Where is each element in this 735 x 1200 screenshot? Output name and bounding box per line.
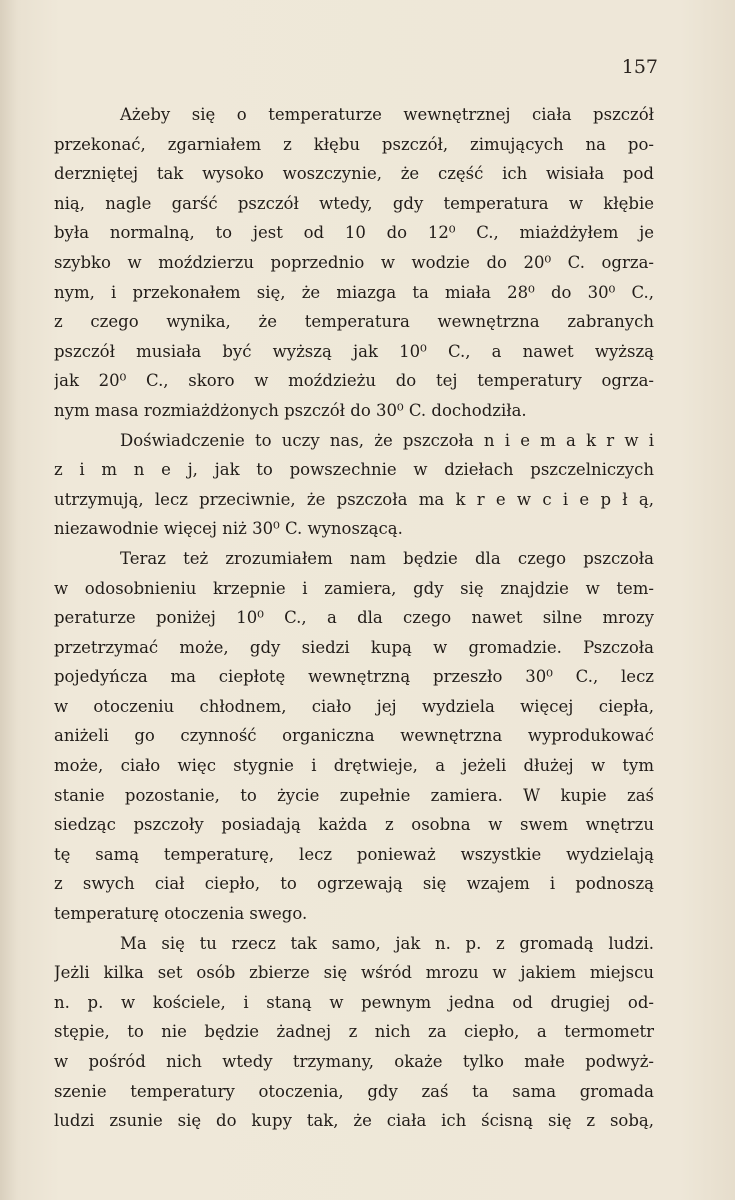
text-line: n. p. w kościele, i staną w pewnym jedna od drugiej od- [54,992,654,1012]
text-line: Teraz też zrozumiałem nam będzie dla czego pszczoła [120,548,654,568]
text-line: przetrzymać może, gdy siedzi kupą w gromadzie. Pszczoła [54,637,654,657]
paragraph-1 [54,100,654,426]
paragraph-3 [54,544,654,929]
text-line: może, ciało więc stygnie i drętwieje, a jeżeli dłużej w tym [54,756,654,776]
text-line: Jeżli kilka set osób zbierze się wśród mrozu w jakiem miejscu [54,963,654,983]
text-line: z i m n e j, jak to powszechnie w dziełach pszczelniczych [54,460,654,480]
text-line: temperaturę otoczenia swego. [54,904,308,924]
text-line: tę samą temperaturę, lecz ponieważ wszystkie wydzielają [54,844,654,864]
text-line: była normalną, to jest od 10 do 12⁰ C., miażdżyłem je [54,223,654,243]
text-line: nią, nagle garść pszczół wtedy, gdy temperatura w kłębie [54,193,654,213]
text-line: nym, i przekonałem się, że miazga ta miała 28⁰ do 30⁰ C., [54,282,654,302]
text-line: stępie, to nie będzie żadnej z nich za ciepło, a termometr [54,1022,654,1042]
text-line: Doświadczenie to uczy nas, że pszczoła n i e m a k r w i [120,430,654,450]
paragraph-2 [54,426,654,544]
body-text [54,100,654,1136]
text-line: szenie temperatury otoczenia, gdy zaś ta sama gromada [54,1081,654,1101]
text-line: nym masa rozmiażdżonych pszczół do 30⁰ C. dochodziła. [54,400,527,420]
text-line: pojedyńcza ma ciepłotę wewnętrzną przeszło 30⁰ C., lecz [54,667,654,687]
text-line: szybko w moździerzu poprzednio w wodzie do 20⁰ C. ogrza- [54,252,654,272]
text-line: jak 20⁰ C., skoro w moździeżu do tej temperatury ogrza- [54,371,654,391]
text-line: z czego wynika, że temperatura wewnętrzna zabranych [54,312,654,332]
text-line: peraturze poniżej 10⁰ C., a dla czego nawet silne mrozy [54,608,654,628]
text-line: ludzi zsunie się do kupy tak, że ciała ich ścisną się z sobą, [54,1111,654,1131]
page-number: 157 [621,56,658,78]
text-line: Ma się tu rzecz tak samo, jak n. p. z gromadą ludzi. [120,933,654,953]
text-line: w otoczeniu chłodnem, ciało jej wydziela więcej ciepła, [54,696,654,716]
text-line: stanie pozostanie, to życie zupełnie zamiera. W kupie zaś [54,785,654,805]
text-line: przekonać, zgarniałem z kłębu pszczół, zimujących na po- [54,134,654,154]
text-line: derzniętej tak wysoko woszczynie, że część ich wisiała pod [54,164,654,184]
paragraph-4 [54,929,654,1136]
text-line: z swych ciał ciepło, to ogrzewają się wzajem i podnoszą [54,874,654,894]
text-line: siedząc pszczoły posiadają każda z osobna w swem wnętrzu [54,815,654,835]
text-line: w odosobnieniu krzepnie i zamiera, gdy się znajdzie w tem- [54,578,654,598]
text-line: Ażeby się o temperaturze wewnętrznej ciała pszczół [120,105,654,124]
text-line: pszczół musiała być wyższą jak 10⁰ C., a nawet wyższą [54,341,654,361]
text-line: aniżeli go czynność organiczna wewnętrzna wyprodukować [54,726,654,746]
text-line: utrzymują, lecz przeciwnie, że pszczoła ma k r e w c i e p ł ą, [54,489,654,509]
text-line: w pośród nich wtedy trzymany, okaże tylko małe podwyż- [54,1052,654,1071]
text-line: niezawodnie więcej niż 30⁰ C. wynoszącą. [54,519,403,539]
